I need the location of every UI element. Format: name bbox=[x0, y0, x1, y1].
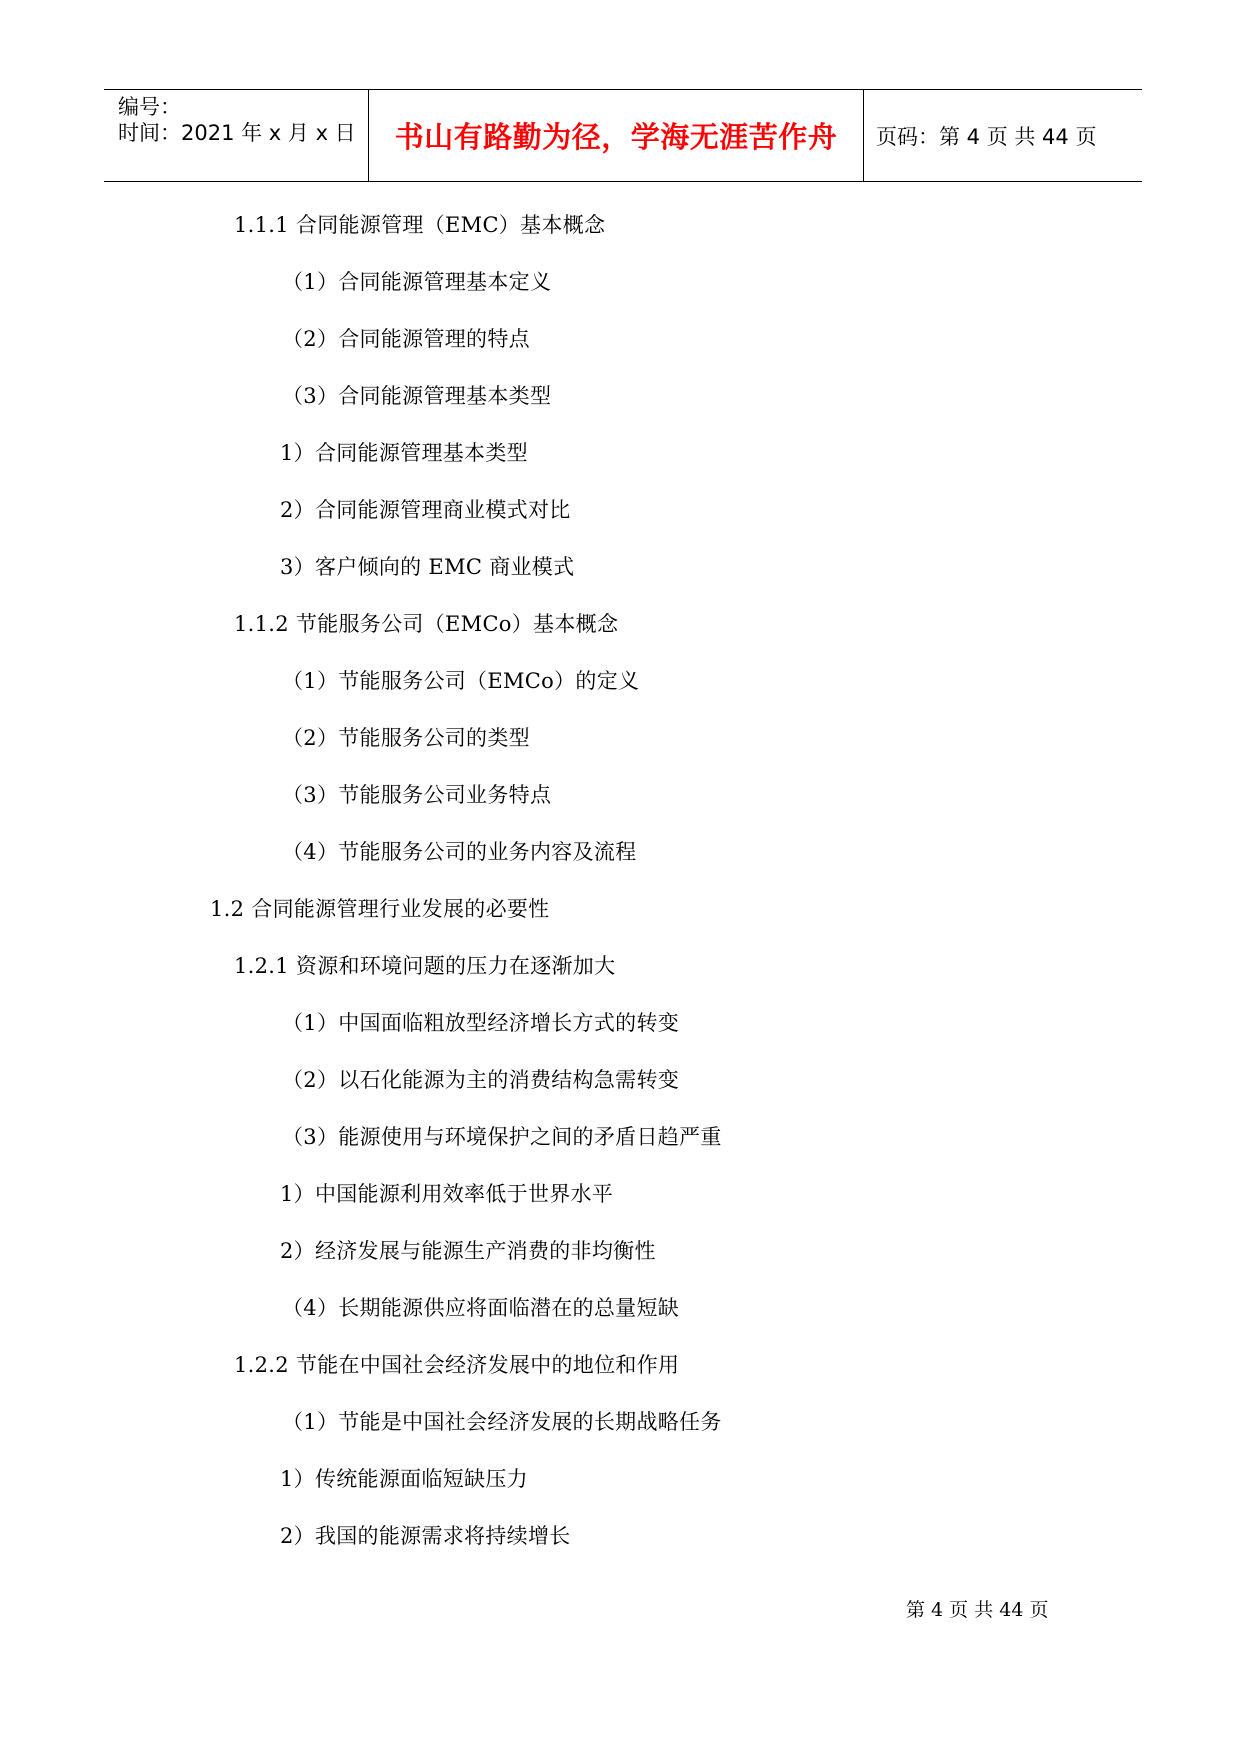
toc-entry: 2）合同能源管理商业模式对比 bbox=[280, 498, 571, 522]
toc-entry: （4）节能服务公司的业务内容及流程 bbox=[282, 840, 637, 864]
toc-entry: （3）能源使用与环境保护之间的矛盾日趋严重 bbox=[282, 1125, 722, 1149]
toc-entry: 1）传统能源面临短缺压力 bbox=[280, 1467, 528, 1491]
toc-entry: 3）客户倾向的 EMC 商业模式 bbox=[280, 555, 575, 579]
toc-entry: （1）节能是中国社会经济发展的长期战略任务 bbox=[282, 1410, 722, 1434]
toc-entry: （1）节能服务公司（EMCo）的定义 bbox=[282, 669, 640, 693]
header-motto-cell bbox=[369, 90, 864, 181]
page-header bbox=[104, 89, 1142, 182]
toc-entry: 1.1.2 节能服务公司（EMCo）基本概念 bbox=[234, 612, 619, 636]
toc-entry: （1）中国面临粗放型经济增长方式的转变 bbox=[282, 1011, 680, 1035]
document-number-label: 编号： bbox=[118, 95, 181, 119]
toc-entry: 1.2.1 资源和环境问题的压力在逐渐加大 bbox=[234, 954, 616, 978]
toc-entry: （2）合同能源管理的特点 bbox=[282, 327, 530, 351]
toc-entry: 1.2.2 节能在中国社会经济发展中的地位和作用 bbox=[234, 1353, 680, 1377]
toc-entry: （3）合同能源管理基本类型 bbox=[282, 384, 552, 408]
header-meta-cell bbox=[104, 90, 369, 181]
toc-entry: 2）我国的能源需求将持续增长 bbox=[280, 1524, 571, 1548]
toc-entry: 1.1.1 合同能源管理（EMC）基本概念 bbox=[234, 213, 606, 237]
header-page-info: 页码：第 4 页 共 44 页 bbox=[876, 124, 1097, 149]
page-footer bbox=[906, 1595, 1048, 1622]
toc-entry: （2）以石化能源为主的消费结构急需转变 bbox=[282, 1068, 680, 1092]
toc-entry: （1）合同能源管理基本定义 bbox=[282, 270, 552, 294]
toc-entry: （3）节能服务公司业务特点 bbox=[282, 783, 552, 807]
toc-entry: 1）中国能源利用效率低于世界水平 bbox=[280, 1182, 614, 1206]
toc-entry: （4）长期能源供应将面临潜在的总量短缺 bbox=[282, 1296, 680, 1320]
footer-page-number: 第 4 页 共 44 页 bbox=[906, 1599, 1049, 1621]
header-page-cell bbox=[864, 90, 1142, 181]
toc-entry: 2）经济发展与能源生产消费的非均衡性 bbox=[280, 1239, 656, 1263]
document-date: 时间：2021 年 x 月 x 日 bbox=[118, 121, 356, 145]
toc-entry: （2）节能服务公司的类型 bbox=[282, 726, 530, 750]
toc-entry: 1.2 合同能源管理行业发展的必要性 bbox=[210, 897, 550, 921]
toc-entry: 1）合同能源管理基本类型 bbox=[280, 441, 528, 465]
header-motto: 书山有路勤为径，学海无涯苦作舟 bbox=[394, 120, 838, 154]
